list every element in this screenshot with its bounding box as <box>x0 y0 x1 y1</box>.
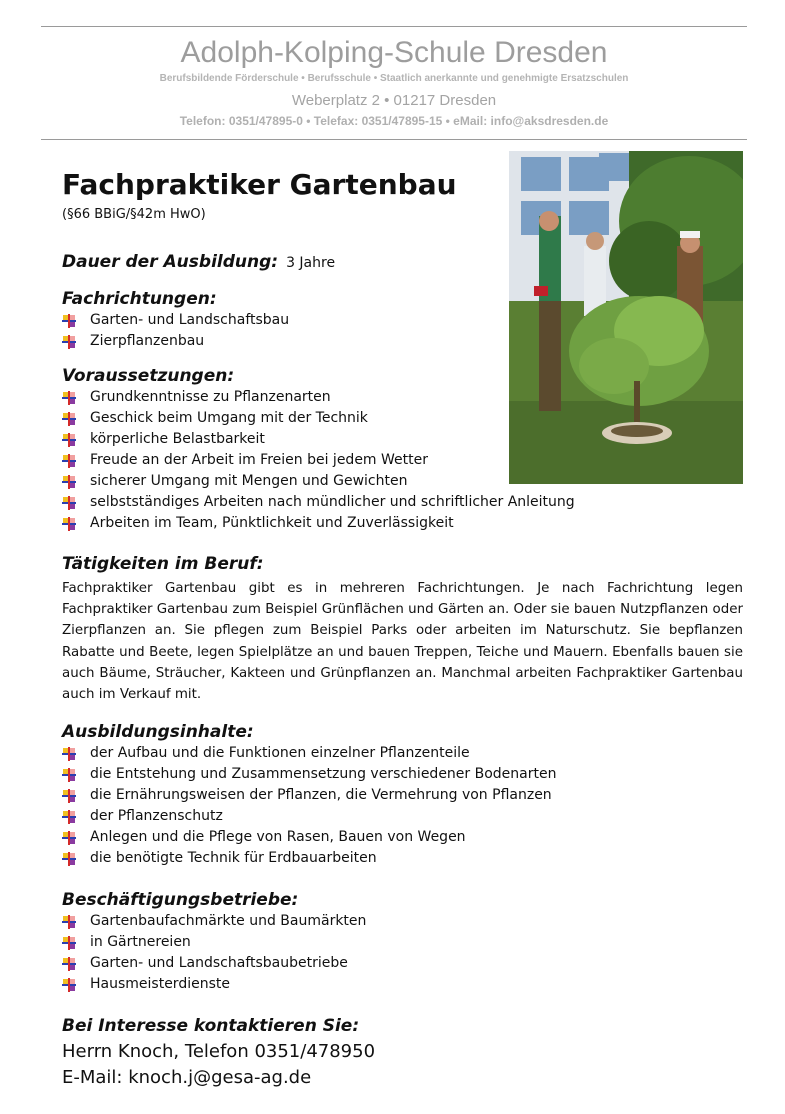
list-item: der Aufbau und die Funktionen einzelner Pflanzenteile <box>62 743 556 764</box>
voraussetzungen-heading: Voraussetzungen: <box>62 366 235 386</box>
list-item: Geschick beim Umgang mit der Technik <box>62 408 575 429</box>
ausbildungsinhalte-list <box>62 743 556 869</box>
bullet-icon <box>62 314 76 328</box>
kontakt-person: Herrn Knoch, Telefon 0351/478950 <box>62 1041 376 1062</box>
school-contact: Telefon: 0351/47895-0 • Telefax: 0351/47895-15 • eMail: info@aksdresden.de <box>179 114 609 128</box>
bullet-icon <box>62 391 76 405</box>
taetigkeiten-heading: Tätigkeiten im Beruf: <box>62 554 264 574</box>
kontakt-email[interactable]: E-Mail: knoch.j@gesa-ag.de <box>62 1067 312 1088</box>
header-divider-bottom <box>41 139 747 140</box>
school-subtitle: Berufsbildende Förderschule • Berufsschule • Staatlich anerkannte und genehmigte Ersatzschulen <box>159 73 629 84</box>
list-item: Grundkenntnisse zu Pflanzenarten <box>62 387 575 408</box>
school-address: Weberplatz 2 • 01217 Dresden <box>291 92 497 109</box>
duration-value: 3 Jahre <box>286 255 336 271</box>
bullet-icon <box>62 936 76 950</box>
legal-basis: (§66 BBiG/§42m HwO) <box>62 207 206 222</box>
list-item: Zierpflanzenbau <box>62 331 289 352</box>
list-item: Arbeiten im Team, Pünktlichkeit und Zuverlässigkeit <box>62 513 575 534</box>
bullet-icon <box>62 831 76 845</box>
bullet-icon <box>62 454 76 468</box>
bullet-icon <box>62 475 76 489</box>
fachrichtungen-list <box>62 310 289 352</box>
fachrichtungen-heading: Fachrichtungen: <box>62 289 217 309</box>
duration-line <box>62 251 335 274</box>
ausbildungsinhalte-heading: Ausbildungsinhalte: <box>62 722 254 742</box>
list-item: der Pflanzenschutz <box>62 806 556 827</box>
bullet-icon <box>62 517 76 531</box>
header-divider-top <box>41 26 747 27</box>
kontakt-heading: Bei Interesse kontaktieren Sie: <box>62 1016 360 1036</box>
bullet-icon <box>62 915 76 929</box>
duration-label: Dauer der Ausbildung: <box>62 252 279 272</box>
list-item: in Gärtnereien <box>62 932 366 953</box>
list-item: sicherer Umgang mit Mengen und Gewichten <box>62 471 575 492</box>
beschaeftigung-list <box>62 911 366 995</box>
list-item: Hausmeisterdienste <box>62 974 366 995</box>
bullet-icon <box>62 496 76 510</box>
list-item: Garten- und Landschaftsbau <box>62 310 289 331</box>
bullet-icon <box>62 412 76 426</box>
bullet-icon <box>62 433 76 447</box>
list-item: selbstständiges Arbeiten nach mündlicher und schriftlicher Anleitung <box>62 492 575 513</box>
list-item: körperliche Belastbarkeit <box>62 429 575 450</box>
list-item: die Ernährungsweisen der Pflanzen, die Vermehrung von Pflanzen <box>62 785 556 806</box>
list-item: Gartenbaufachmärkte und Baumärkten <box>62 911 366 932</box>
taetigkeiten-text: Fachpraktiker Gartenbau gibt es in mehreren Fachrichtungen. Je nach Fachrichtung legen Fachpraktiker Gartenbau zum Beispiel Grünflächen und Gärten an. Oder sie bauen Nutzpflanzen oder Zierpflanzen an. Sie pflegen zum Beispiel Parks oder arbeiten im Naturschutz. Sie bepflanzen Rabatte und Beete, legen Spielplätze an und bauen Treppen, Teiche und Mauern. Ebenfalls bauen sie auch Bäume, Sträucher, Kakteen und Grünpflanzen an. Manchmal arbeiten Fachpraktiker Gartenbau auch im Verkauf mit. <box>62 581 743 703</box>
bullet-icon <box>62 957 76 971</box>
bullet-icon <box>62 768 76 782</box>
list-item: die benötigte Technik für Erdbauarbeiten <box>62 848 556 869</box>
bullet-icon <box>62 978 76 992</box>
list-item: die Entstehung und Zusammensetzung verschiedener Bodenarten <box>62 764 556 785</box>
list-item: Anlegen und die Pflege von Rasen, Bauen von Wegen <box>62 827 556 848</box>
bullet-icon <box>62 335 76 349</box>
list-item: Garten- und Landschaftsbaubetriebe <box>62 953 366 974</box>
school-name: Adolph-Kolping-Schule Dresden <box>180 36 608 69</box>
beschaeftigung-heading: Beschäftigungsbetriebe: <box>62 890 299 910</box>
bullet-icon <box>62 789 76 803</box>
bullet-icon <box>62 747 76 761</box>
list-item: Freude an der Arbeit im Freien bei jedem Wetter <box>62 450 575 471</box>
page-title: Fachpraktiker Gartenbau <box>62 168 457 201</box>
bullet-icon <box>62 852 76 866</box>
bullet-icon <box>62 810 76 824</box>
voraussetzungen-list <box>62 387 575 534</box>
